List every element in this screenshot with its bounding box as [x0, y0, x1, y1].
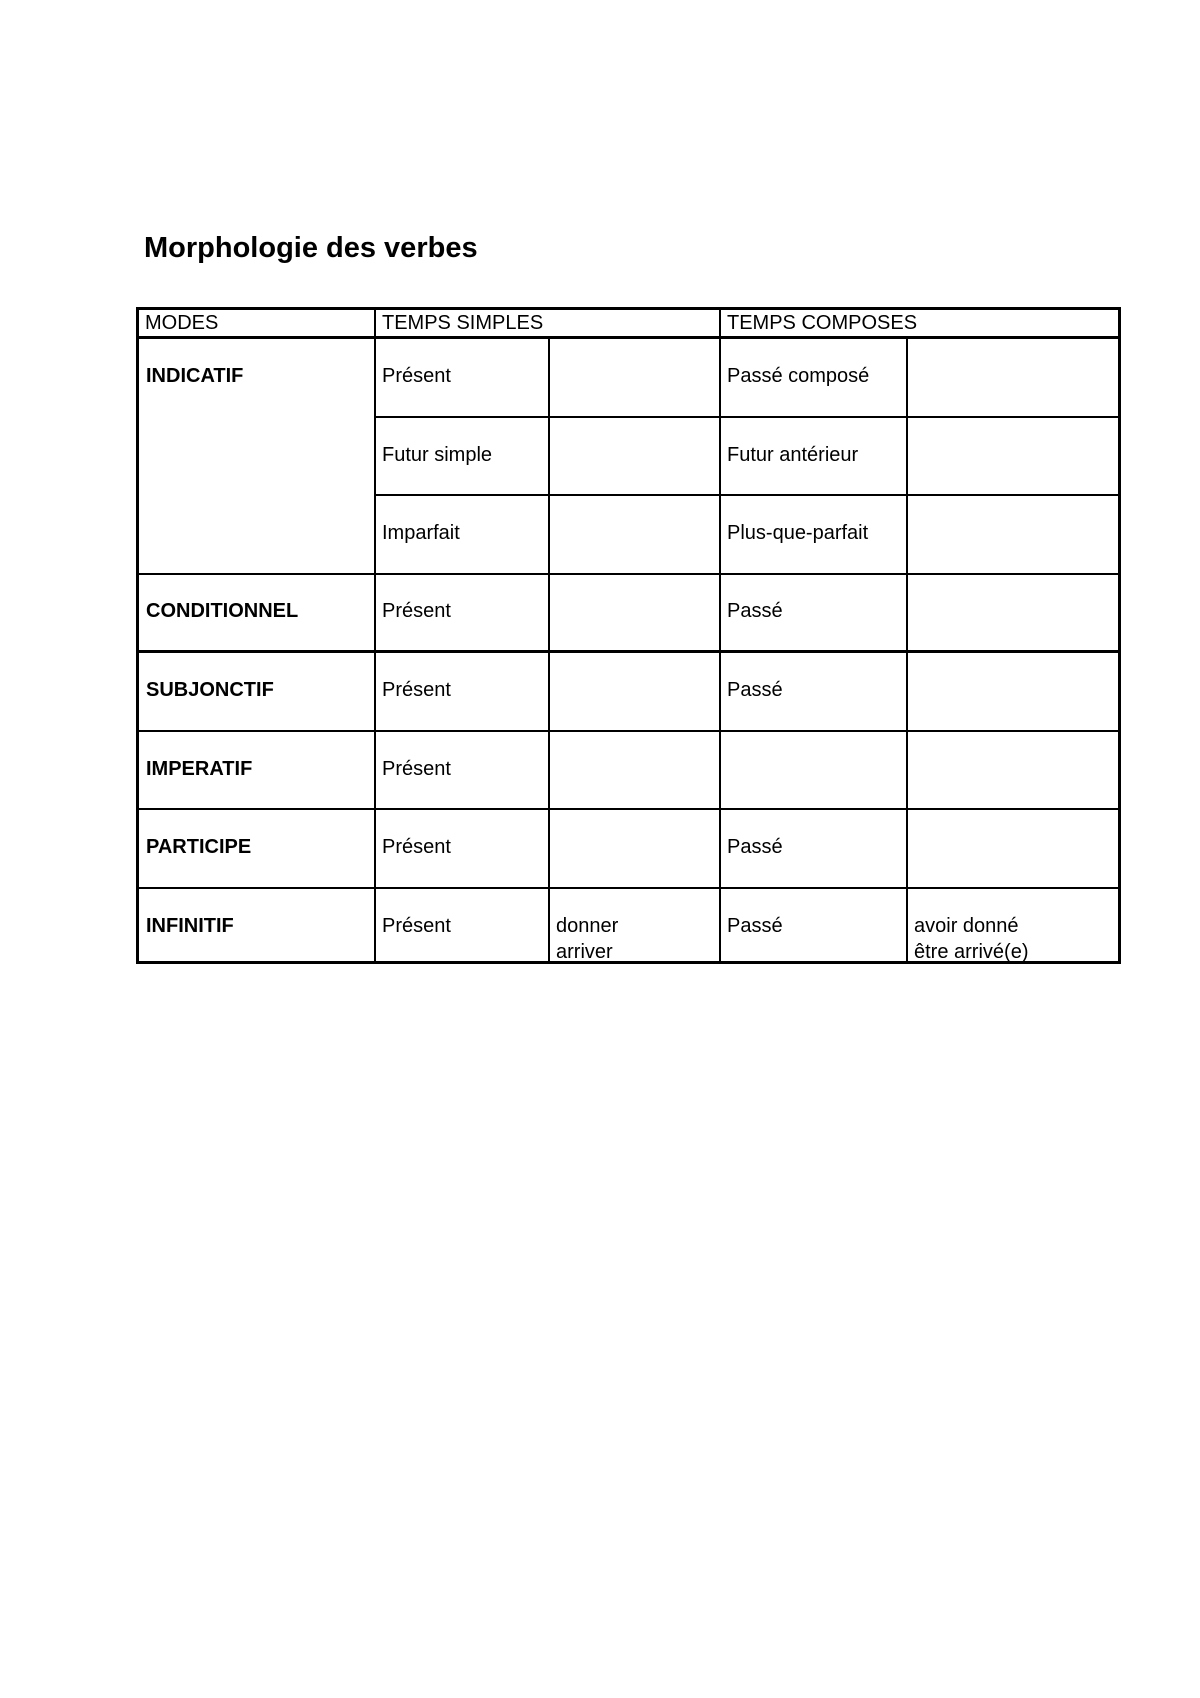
compound-tense-cell: Passé — [727, 679, 783, 701]
simple-example-cell: donner arriver — [556, 915, 619, 963]
compound-tense-cell: Futur antérieur — [727, 444, 859, 466]
compound-tense-cell: Passé — [727, 600, 783, 622]
simple-tense-cell: Présent — [382, 679, 451, 701]
simple-tense-cell: Présent — [382, 758, 451, 780]
mode-subjonctif: SUBJONCTIF — [146, 679, 274, 701]
compound-example-cell: avoir donné être arrivé(e) — [914, 915, 1029, 963]
header-temps-simples: TEMPS SIMPLES — [382, 312, 544, 334]
compound-tense-cell: Passé composé — [727, 365, 870, 387]
mode-conditionnel: CONDITIONNEL — [146, 600, 299, 622]
mode-infinitif: INFINITIF — [146, 915, 234, 937]
mode-participe: PARTICIPE — [146, 836, 252, 858]
row-divider — [139, 730, 1118, 732]
compound-tense-cell: Plus-que-parfait — [727, 522, 869, 544]
row-divider — [139, 808, 1118, 810]
row-divider — [139, 650, 1118, 653]
page-title: Morphologie des verbes — [144, 232, 478, 264]
mode-indicatif: INDICATIF — [146, 365, 244, 387]
column-divider — [548, 337, 550, 961]
simple-tense-cell: Futur simple — [382, 444, 493, 466]
simple-tense-cell: Présent — [382, 915, 451, 937]
row-divider — [139, 573, 1118, 575]
simple-tense-cell: Présent — [382, 600, 451, 622]
simple-tense-cell: Présent — [382, 365, 451, 387]
row-divider — [374, 494, 1118, 496]
row-divider — [374, 416, 1118, 418]
column-divider — [719, 310, 721, 961]
simple-tense-cell: Présent — [382, 836, 451, 858]
row-divider — [139, 887, 1118, 889]
compound-tense-cell: Passé — [727, 915, 783, 937]
column-divider — [374, 310, 376, 961]
compound-tense-cell: Passé — [727, 836, 783, 858]
verb-table — [136, 307, 1121, 964]
header-modes: MODES — [145, 312, 219, 334]
header-temps-composes: TEMPS COMPOSES — [727, 312, 918, 334]
mode-imperatif: IMPERATIF — [146, 758, 253, 780]
simple-tense-cell: Imparfait — [382, 522, 460, 544]
column-divider — [906, 337, 908, 961]
header-divider — [139, 336, 1118, 339]
